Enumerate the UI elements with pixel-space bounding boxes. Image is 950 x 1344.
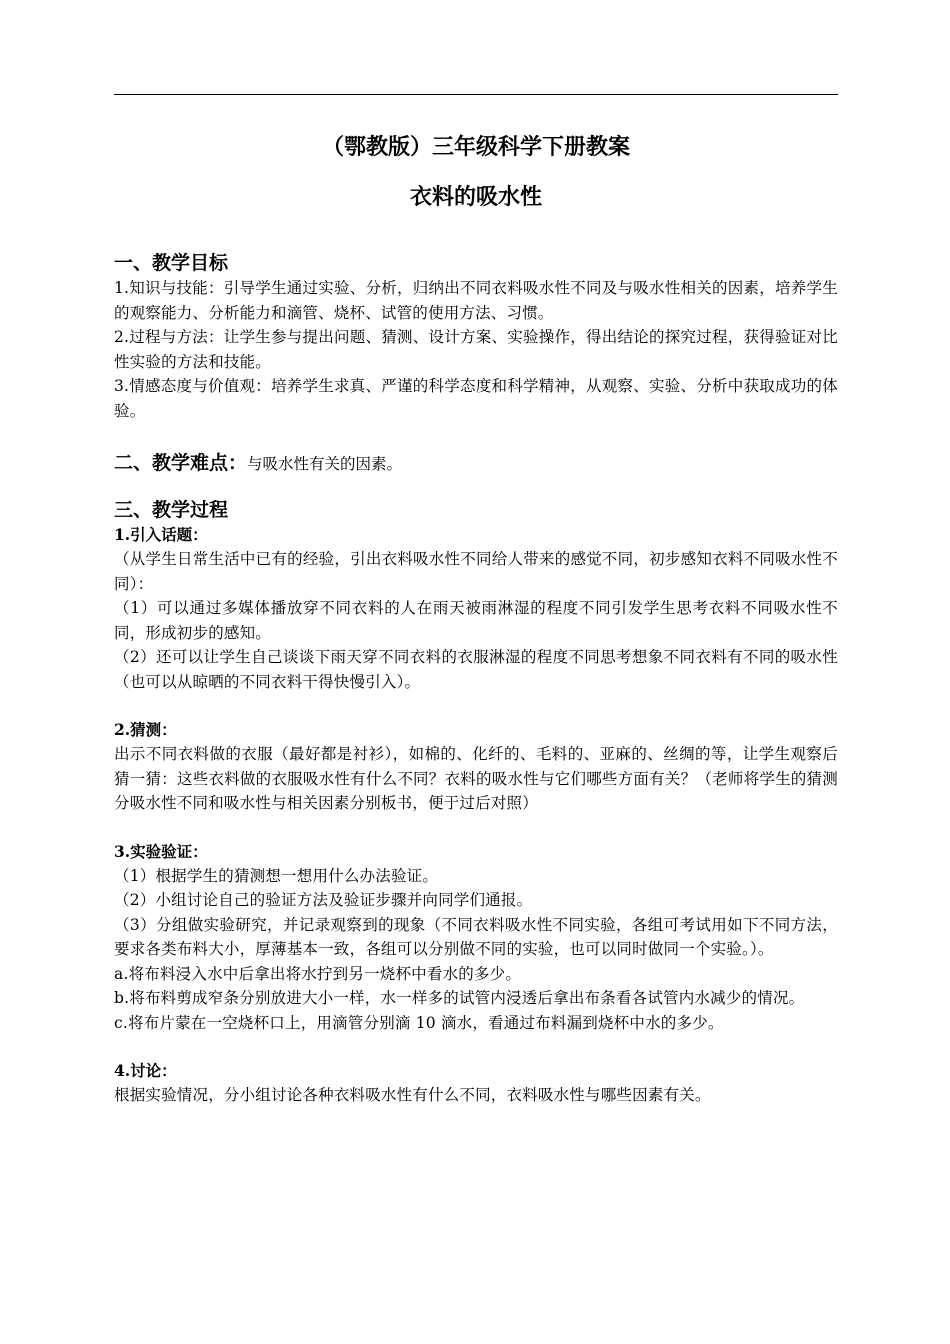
- step-title: 1.引入话题：: [114, 525, 208, 544]
- step-item: （1）可以通过多媒体播放穿不同衣料的人在雨天被雨淋湿的程度不同引发学生思考衣料不同吸水性不同，形成初步的感知。: [114, 599, 838, 642]
- step-item: （1）根据学生的猜测想一想用什么办法验证。: [114, 866, 439, 885]
- difficulty-text: 与吸水性有关的因素。: [247, 455, 403, 473]
- step-item: a.将布料浸入水中后拿出将水拧到另一烧杯中看水的多少。: [114, 964, 522, 983]
- step-title: 3.实验验证：: [114, 841, 208, 861]
- section-teaching-goals: [114, 250, 838, 423]
- step-item: c.将布片蒙在一空烧杯口上，用滴管分别滴 10 滴水，看通过布料漏到烧杯中水的多少。: [114, 1013, 724, 1032]
- step-item: （2）还可以让学生自己谈谈下雨天穿不同衣料的衣服淋湿的程度不同思考想象不同衣料有不同的吸水性（也可以从晾晒的不同衣料干得快慢引入）。: [114, 648, 838, 691]
- goal-item: 1.知识与技能：引导学生通过实验、分析，归纳出不同衣料吸水性不同及与吸水性相关的因素，培养学生的观察能力、分析能力和滴管、烧杯、试管的使用方法、习惯。: [114, 279, 838, 322]
- section-heading: 三、教学过程: [114, 499, 229, 521]
- step-text: 出示不同衣料做的衣服（最好都是衬衫），如棉的、化纤的、毛料的、亚麻的、丝绸的等，让学生观察后猜一猜：这些衣料做的衣服吸水性有什么不同？衣料的吸水性与它们哪些方面有关？（老师将学生的猜测分吸水性不同和吸水性与相关因素分别板书，便于过后对照）: [114, 745, 838, 812]
- header-rule: [114, 94, 838, 95]
- step-title: 4.讨论：: [114, 1061, 177, 1080]
- step-item: （3）分组做实验研究，并记录观察到的现象（不同衣料吸水性不同实验，各组可考试用如下不同方法，要求各类布料大小，厚薄基本一致，各组可以分别做不同的实验，也可以同时做同一个实验。）。: [114, 915, 838, 958]
- section-heading: [114, 450, 838, 477]
- difficulty-heading: 二、教学难点：: [114, 452, 248, 474]
- step-item: b.将布料剪成窄条分别放进大小一样，水一样多的试管内浸透后拿出布条看各试管内水减少的情况。: [114, 989, 805, 1007]
- step-title: 2.猜测：: [114, 720, 177, 739]
- document-title: （鄂教版）三年级科学下册教案: [321, 135, 630, 160]
- step-item: （2）小组讨论自己的验证方法及验证步骤并向同学们通报。: [114, 891, 533, 909]
- section-teaching-difficulty: [114, 450, 838, 477]
- section-heading: 一、教学目标: [114, 252, 229, 274]
- step-text: 根据实验情况，分小组讨论各种衣料吸水性有什么不同，衣料吸水性与哪些因素有关。: [114, 1086, 711, 1104]
- goal-item: 3.情感态度与价值观：培养学生求真、严谨的科学态度和科学精神，从观察、实验、分析中获取成功的体验。: [114, 377, 838, 420]
- goal-item: 2.过程与方法：让学生参与提出问题、猜测、设计方案、实验操作，得出结论的探究过程，获得验证对比性实验的方法和技能。: [114, 328, 838, 371]
- step-item: （从学生日常生活中已有的经验，引出衣料吸水性不同给人带来的感觉不同，初步感知衣料不同吸水性不同）：: [114, 550, 838, 593]
- document-subtitle: 衣料的吸水性: [409, 185, 542, 210]
- section-teaching-process: [114, 497, 838, 1108]
